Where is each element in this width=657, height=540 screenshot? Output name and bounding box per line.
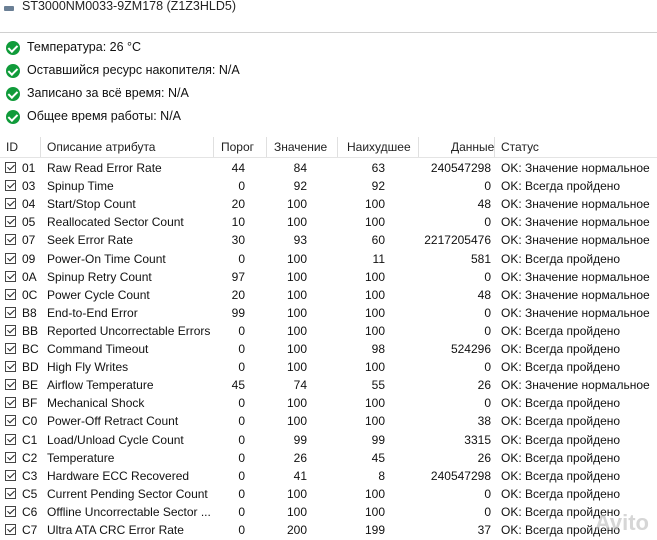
cell-id: 0C	[22, 287, 38, 302]
cell-threshold: 30	[231, 233, 245, 248]
cell-worst: 100	[364, 197, 385, 212]
cell-worst: 100	[364, 504, 385, 519]
column-divider[interactable]	[213, 137, 214, 157]
cell-status: OK: Всегда пройдено	[501, 360, 621, 375]
cell-name: Power-Off Retract Count	[47, 414, 179, 429]
table-row[interactable]	[0, 159, 657, 177]
row-checkbox[interactable]	[5, 434, 16, 445]
cell-id: 01	[22, 161, 36, 175]
cell-name: Seek Error Rate	[47, 233, 134, 248]
cell-worst: 55	[371, 378, 385, 393]
cell-threshold: 0	[238, 432, 245, 447]
cell-raw: 240547298	[430, 161, 491, 175]
cell-name: High Fly Writes	[47, 360, 129, 375]
cell-id: BE	[22, 378, 39, 393]
cell-name: Current Pending Sector Count	[47, 486, 208, 501]
cell-id: 04	[22, 197, 36, 212]
cell-value: 100	[286, 396, 307, 411]
column-divider[interactable]	[337, 137, 338, 157]
table-row[interactable]	[0, 177, 657, 195]
table-row[interactable]	[0, 394, 657, 412]
cell-value: 84	[293, 161, 307, 175]
cell-raw: 0	[484, 486, 491, 501]
cell-status: OK: Всегда пройдено	[501, 504, 621, 519]
cell-status: OK: Всегда пройдено	[501, 432, 621, 447]
cell-threshold: 0	[238, 414, 245, 429]
cell-raw: 0	[484, 323, 491, 338]
cell-raw: 240547298	[430, 468, 491, 483]
row-checkbox[interactable]	[5, 470, 16, 481]
cell-status: OK: Всегда пройдено	[501, 342, 621, 356]
cell-value: 100	[286, 504, 307, 519]
cell-worst: 100	[364, 305, 385, 320]
cell-id: C2	[22, 450, 38, 465]
cell-id: C5	[22, 486, 38, 501]
table-row[interactable]	[0, 268, 657, 286]
cell-worst: 63	[371, 161, 385, 175]
cell-id: BB	[22, 323, 39, 338]
watermark: Avito	[594, 510, 649, 535]
table-row[interactable]	[0, 376, 657, 394]
cell-value: 100	[286, 251, 307, 266]
cell-value: 100	[286, 269, 307, 284]
status-total-written: Записано за всё время: N/A	[0, 84, 600, 104]
cell-id: BD	[22, 360, 39, 375]
row-checkbox[interactable]	[5, 325, 16, 336]
cell-threshold: 0	[238, 360, 245, 375]
status-temperature: Температура: 26 °C	[0, 38, 600, 58]
cell-id: C7	[22, 523, 38, 537]
cell-status: OK: Всегда пройдено	[501, 414, 621, 429]
cell-raw: 0	[484, 504, 491, 519]
cell-value: 100	[286, 414, 307, 429]
cell-threshold: 0	[238, 251, 245, 266]
cell-name: Temperature	[47, 450, 115, 465]
cell-id: B8	[22, 305, 37, 320]
table-row[interactable]	[0, 213, 657, 231]
cell-raw: 26	[477, 450, 491, 465]
column-divider[interactable]	[40, 137, 41, 157]
column-divider[interactable]	[494, 137, 495, 157]
row-checkbox[interactable]	[5, 234, 16, 245]
table-row[interactable]	[0, 358, 657, 376]
cell-worst: 99	[371, 432, 385, 447]
cell-status: OK: Значение нормальное	[501, 161, 650, 175]
cell-status: OK: Всегда пройдено	[501, 323, 621, 338]
cell-threshold: 0	[238, 468, 245, 483]
cell-value: 100	[286, 342, 307, 356]
row-checkbox[interactable]	[5, 289, 16, 300]
row-checkbox[interactable]	[5, 452, 16, 463]
cell-id: C3	[22, 468, 38, 483]
cell-id: 0A	[22, 269, 37, 284]
cell-threshold: 20	[231, 197, 245, 212]
cell-status: OK: Всегда пройдено	[501, 251, 621, 266]
column-header-raw[interactable]: Данные	[451, 140, 495, 154]
table-row[interactable]	[0, 286, 657, 304]
status-power-on-time: Общее время работы: N/A	[0, 107, 600, 127]
cell-name: Power-On Time Count	[47, 251, 166, 266]
table-row[interactable]	[0, 485, 657, 503]
cell-name: Start/Stop Count	[47, 197, 136, 212]
cell-status: OK: Значение нормальное	[501, 215, 650, 230]
row-checkbox[interactable]	[5, 307, 16, 318]
cell-value: 200	[286, 523, 307, 537]
cell-value: 100	[286, 486, 307, 501]
cell-status: OK: Значение нормальное	[501, 305, 650, 320]
cell-id: C0	[22, 414, 38, 429]
column-header-value[interactable]: Значение	[274, 140, 328, 154]
cell-worst: 92	[371, 179, 385, 194]
table-row[interactable]	[0, 250, 657, 268]
cell-name: Spinup Retry Count	[47, 269, 152, 284]
table-row[interactable]	[0, 431, 657, 449]
column-header-name[interactable]: Описание атрибута	[47, 140, 156, 154]
cell-name: Spinup Time	[47, 179, 114, 194]
check-circle-icon	[6, 87, 20, 101]
column-divider[interactable]	[266, 137, 267, 157]
column-header-status[interactable]: Статус	[501, 140, 539, 154]
cell-worst: 100	[364, 486, 385, 501]
cell-id: C1	[22, 432, 38, 447]
cell-name: Mechanical Shock	[47, 396, 145, 411]
table-row[interactable]	[0, 322, 657, 340]
cell-raw: 0	[484, 179, 491, 194]
cell-status: OK: Значение нормальное	[501, 269, 650, 284]
divider	[0, 32, 657, 33]
column-header-threshold[interactable]: Порог	[221, 140, 255, 154]
cell-name: Ultra ATA CRC Error Rate	[47, 523, 184, 537]
cell-worst: 100	[364, 215, 385, 230]
cell-worst: 8	[378, 468, 385, 483]
row-checkbox[interactable]	[5, 162, 16, 173]
cell-raw: 0	[484, 269, 491, 284]
column-header-worst[interactable]: Наихудшее	[347, 140, 411, 154]
cell-status: OK: Значение нормальное	[501, 233, 650, 248]
row-checkbox[interactable]	[5, 198, 16, 209]
cell-worst: 100	[364, 323, 385, 338]
drive-title: ST3000NM0033-9ZM178 (Z1Z3HLD5)	[22, 0, 236, 13]
cell-threshold: 10	[231, 215, 245, 230]
cell-threshold: 99	[231, 305, 245, 320]
cell-name: Load/Unload Cycle Count	[47, 432, 184, 447]
cell-threshold: 0	[238, 523, 245, 537]
cell-id: BF	[22, 396, 38, 411]
cell-threshold: 0	[238, 342, 245, 356]
check-circle-icon	[6, 64, 20, 78]
cell-id: 03	[22, 179, 36, 194]
row-checkbox[interactable]	[5, 415, 16, 426]
cell-threshold: 44	[231, 161, 245, 175]
table-row[interactable]	[0, 231, 657, 249]
cell-id: 09	[22, 251, 36, 266]
cell-status: OK: Значение нормальное	[501, 197, 650, 212]
cell-worst: 60	[371, 233, 385, 248]
cell-name: Command Timeout	[47, 342, 149, 356]
cell-threshold: 97	[231, 269, 245, 284]
cell-value: 100	[286, 197, 307, 212]
cell-value: 41	[293, 468, 307, 483]
cell-worst: 100	[364, 414, 385, 429]
cell-value: 100	[286, 305, 307, 320]
row-checkbox[interactable]	[5, 524, 16, 535]
cell-value: 100	[286, 360, 307, 375]
row-checkbox[interactable]	[5, 361, 16, 372]
cell-status: OK: Значение нормальное	[501, 378, 650, 393]
cell-raw: 37	[477, 523, 491, 537]
table-row[interactable]	[0, 195, 657, 213]
cell-value: 92	[293, 179, 307, 194]
table-header	[0, 137, 657, 157]
table-row[interactable]	[0, 412, 657, 430]
cell-worst: 100	[364, 360, 385, 375]
cell-raw: 38	[477, 414, 491, 429]
cell-raw: 581	[470, 251, 491, 266]
cell-name: Reported Uncorrectable Errors	[47, 323, 211, 338]
cell-value: 26	[293, 450, 307, 465]
cell-value: 99	[293, 432, 307, 447]
row-checkbox[interactable]	[5, 506, 16, 517]
row-checkbox[interactable]	[5, 488, 16, 499]
table-row[interactable]	[0, 521, 657, 539]
row-checkbox[interactable]	[5, 180, 16, 191]
row-checkbox[interactable]	[5, 379, 16, 390]
cell-status: OK: Всегда пройдено	[501, 486, 621, 501]
cell-name: End-to-End Error	[47, 305, 138, 320]
cell-raw: 3315	[464, 432, 491, 447]
cell-name: Reallocated Sector Count	[47, 215, 184, 230]
table-row[interactable]	[0, 467, 657, 485]
cell-worst: 199	[364, 523, 385, 537]
drive-header	[0, 0, 657, 32]
cell-worst: 100	[364, 269, 385, 284]
cell-value: 100	[286, 323, 307, 338]
cell-name: Offline Uncorrectable Sector ...	[47, 504, 211, 519]
table-row[interactable]	[0, 340, 657, 358]
cell-raw: 26	[477, 378, 491, 393]
row-checkbox[interactable]	[5, 253, 16, 264]
cell-worst: 100	[364, 287, 385, 302]
status-remaining-life: Оставшийся ресурс накопителя: N/A	[0, 61, 600, 81]
cell-threshold: 0	[238, 450, 245, 465]
row-checkbox[interactable]	[5, 216, 16, 227]
cell-id: 05	[22, 215, 36, 230]
row-checkbox[interactable]	[5, 397, 16, 408]
cell-worst: 11	[372, 251, 385, 266]
cell-worst: 100	[364, 396, 385, 411]
column-divider[interactable]	[418, 137, 419, 157]
check-circle-icon	[6, 110, 20, 124]
table-row[interactable]	[0, 449, 657, 467]
cell-id: 07	[22, 233, 36, 248]
cell-raw: 0	[484, 305, 491, 320]
cell-status: OK: Всегда пройдено	[501, 450, 621, 465]
table-row[interactable]	[0, 503, 657, 521]
cell-status: OK: Значение нормальное	[501, 287, 650, 302]
cell-raw: 0	[484, 360, 491, 375]
cell-status: OK: Всегда пройдено	[501, 468, 621, 483]
cell-status: OK: Всегда пройдено	[501, 523, 621, 537]
cell-value: 100	[286, 215, 307, 230]
cell-raw: 2217205476	[424, 233, 491, 248]
table-row[interactable]	[0, 304, 657, 322]
hard-drive-icon	[4, 6, 14, 11]
cell-raw: 48	[477, 197, 491, 212]
cell-raw: 48	[477, 287, 491, 302]
cell-name: Hardware ECC Recovered	[47, 468, 190, 483]
cell-value: 93	[293, 233, 307, 248]
cell-threshold: 0	[238, 504, 245, 519]
cell-threshold: 45	[231, 378, 245, 393]
cell-raw: 0	[484, 215, 491, 230]
cell-value: 74	[293, 378, 307, 393]
cell-worst: 45	[371, 450, 385, 465]
row-checkbox[interactable]	[5, 343, 16, 354]
cell-status: OK: Всегда пройдено	[501, 396, 621, 411]
cell-status: OK: Всегда пройдено	[501, 179, 621, 194]
column-header-id[interactable]: ID	[6, 140, 18, 154]
cell-threshold: 20	[231, 287, 245, 302]
cell-name: Airflow Temperature	[47, 378, 154, 393]
check-circle-icon	[6, 41, 20, 55]
cell-threshold: 0	[238, 179, 245, 194]
cell-name: Power Cycle Count	[47, 287, 150, 302]
cell-value: 100	[286, 287, 307, 302]
cell-worst: 98	[371, 342, 385, 356]
cell-id: C6	[22, 504, 38, 519]
cell-raw: 0	[484, 396, 491, 411]
cell-threshold: 0	[238, 396, 245, 411]
cell-threshold: 0	[238, 323, 245, 338]
cell-id: BC	[22, 342, 39, 356]
cell-threshold: 0	[238, 486, 245, 501]
header-divider	[0, 157, 657, 158]
cell-raw: 524296	[450, 342, 491, 356]
cell-name: Raw Read Error Rate	[47, 161, 162, 175]
row-checkbox[interactable]	[5, 271, 16, 282]
